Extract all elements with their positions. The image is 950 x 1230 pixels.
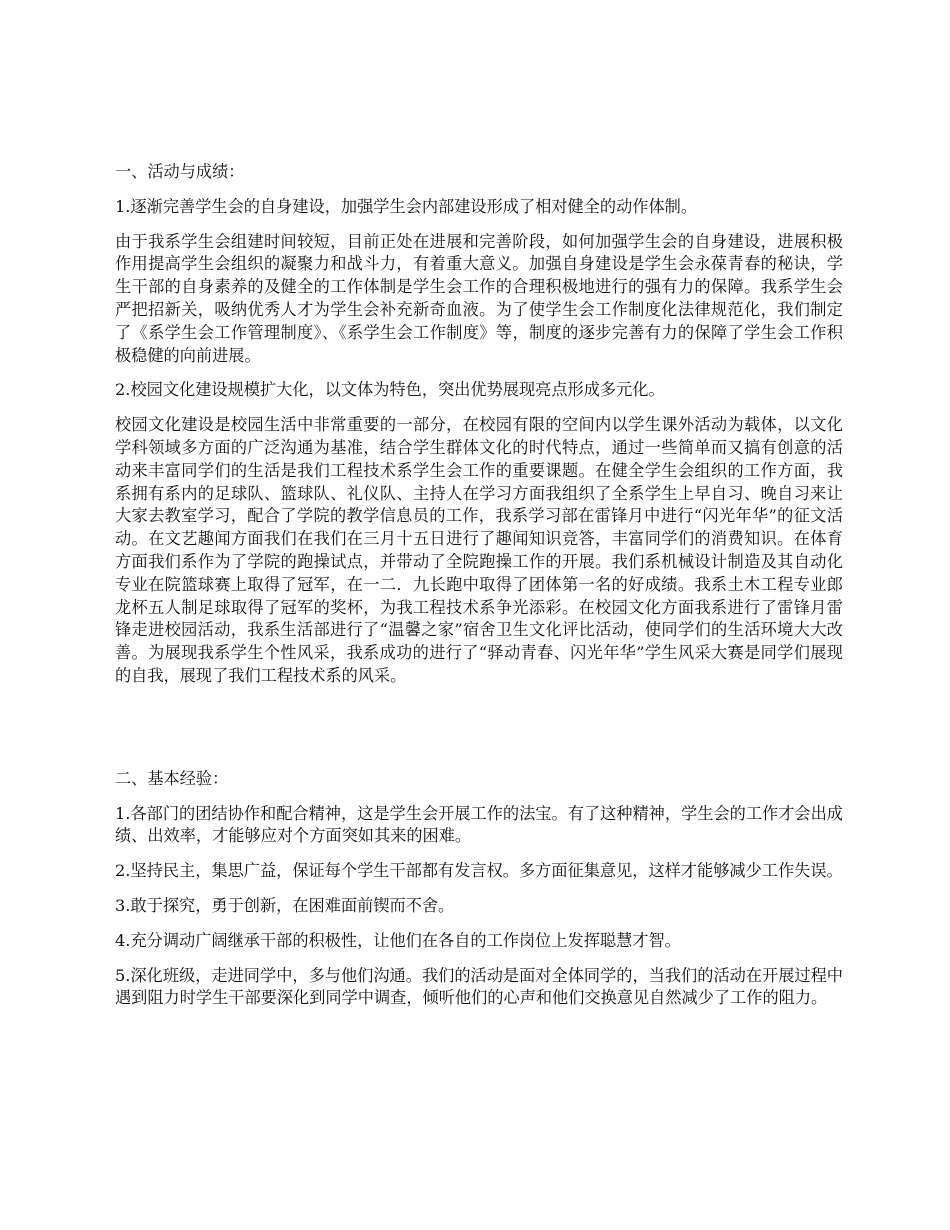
experience-item: 4.充分调动广阔继承干部的积极性，让他们在各自的工作岗位上发挥聪慧才智。 xyxy=(115,930,681,950)
experience-item: 2.坚持民主，集思广益，保证每个学生干部都有发言权。多方面征集意见，这样才能够减少工作失误。 xyxy=(115,861,843,881)
document-body xyxy=(115,161,843,1022)
paragraph-campus-culture: 校园文化建设是校园生活中非常重要的一部分，在校园有限的空间内以学生课外活动为载体，以文化学科领域多方面的广泛沟通为基准，结合学生群体文化的时代特点，通过一些简单而又搞有创意的活动来丰富同学们的生活是我们工程技术系学生会工作的重要课题。在健全学生会组织的工作方面，我系拥有系内的足球队、篮球队、礼仪队、主持人在学习方面我组织了全系学生上早自习、晚自习来让大家去教室学习，配合了学院的教学信息员的工作，我系学习部在雷锋月中进行“闪光年华”的征文活动。在文艺趣闻方面我们在我们在三月十五日进行了趣闻知识竞答，丰富同学们的消费知识。在体育方面我们系作为了学院的跑操试点，并带动了全院跑操工作的开展。我们系机械设计制造及其自动化专业在院篮球赛上取得了冠军，在一二．九长跑中取得了团体第一名的好成绩。我系土木工程专业郎龙杯五人制足球取得了冠军的奖杯，为我工程技术系争光添彩。在校园文化方面我系进行了雷锋月雷锋走进校园活动，我系生活部进行了“温馨之家”宿舍卫生文化评比活动，使同学们的生活环境大大改善。为展现我系学生个性风采，我系成功的进行了“驿动青春、闪光年华”学生风采大赛是同学们展现的自我，展现了我们工程技术系的风采。 xyxy=(115,415,843,685)
item-title-campus-culture: 2.校园文化建设规模扩大化，以文体为特色，突出优势展现亮点形成多元化。 xyxy=(115,380,665,400)
paragraph-self-building: 由于我系学生会组建时间较短，目前正处在进展和完善阶段，如何加强学生会的自身建设，进展积极作用提高学生会组织的凝聚力和战斗力，有着重大意义。加强自身建设是学生会永葆青春的秘诀，学生干部的自身素养的及健全的工作体制是学生会工作的合理积极地进行的强有力的保障。我系学生会严把招新关，吸纳优秀人才为学生会补充新奇血液。为了使学生会工作制度化法律规范化，我们制定了《系学生会工作管理制度》、《系学生会工作制度》等，制度的逐步完善有力的保障了学生会工作积极稳健的向前进展。 xyxy=(115,231,843,365)
experience-item: 1.各部门的团结协作和配合精神，这是学生会开展工作的法宝。有了这种精神，学生会的工作才会出成绩、出效率，才能够应对个方面突如其来的困难。 xyxy=(115,803,843,846)
section-gap xyxy=(115,700,843,768)
section-heading-achievements: 一、活动与成绩： xyxy=(115,162,245,181)
section-heading-experience: 二、基本经验： xyxy=(115,768,229,788)
item-title-self-building: 1.逐渐完善学生会的自身建设，加强学生会内部建设形成了相对健全的动作体制。 xyxy=(115,196,698,216)
experience-item: 5.深化班级，走进同学中，多与他们沟通。我们的活动是面对全体同学的，当我们的活动在开展过程中遇到阻力时学生干部要深化到同学中调查，倾听他们的心声和他们交换意见自然减少了工作的阻力。 xyxy=(115,965,843,1008)
experience-item: 3.敢于探究，勇于创新，在困难面前锲而不舍。 xyxy=(115,895,455,915)
